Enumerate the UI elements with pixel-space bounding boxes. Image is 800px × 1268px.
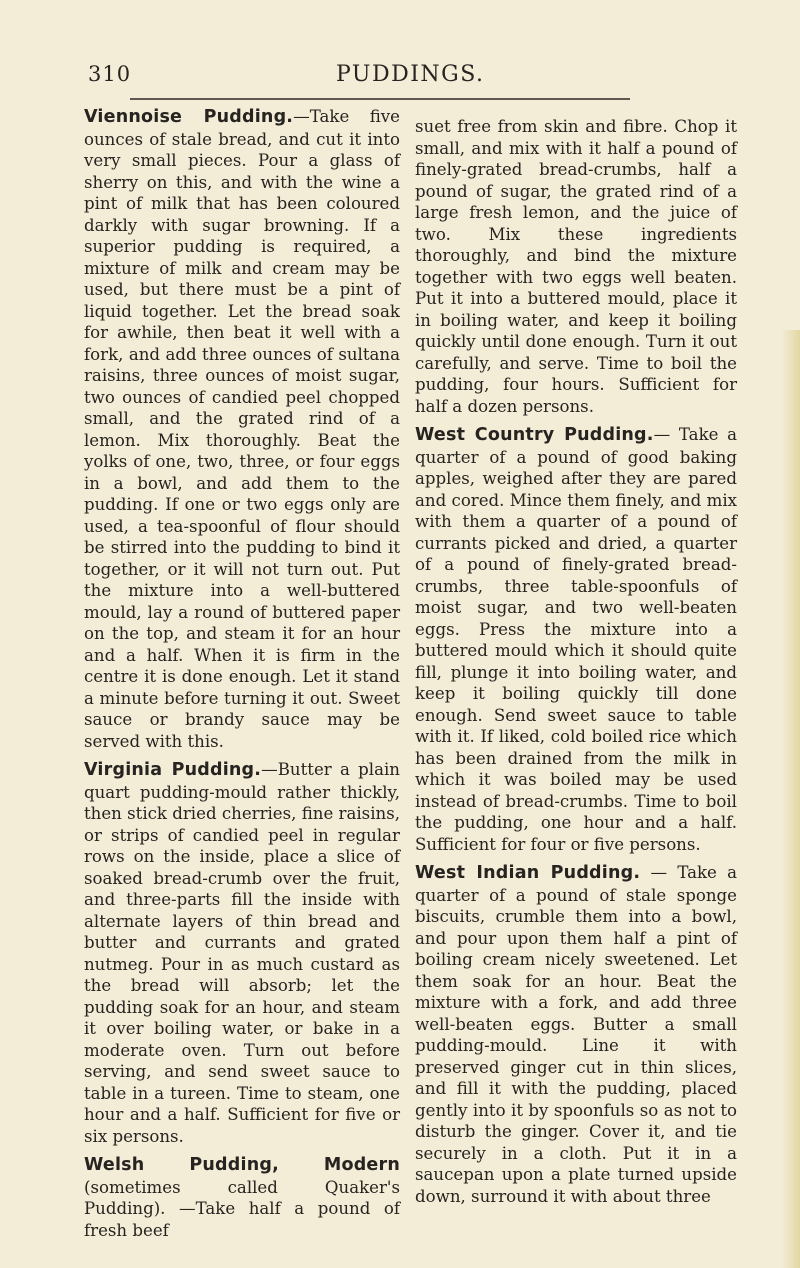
recipe-body: —Take half a pound of fresh beef	[84, 1199, 400, 1240]
recipe-body: — Take a quarter of a pound of good baking apples, weighed after they are pared and cored. Mince them finely, and mix with them a quarter of a pound of currants picked and dried, a quarter of a pound of finely-grated bread-crumbs, three table-spoonfuls of moist sugar, and two well-beaten eggs. Press the mixture into a buttered mould which it should quite fill, plunge it into boiling water, and keep it boiling quickly till done enough. Send sweet sauce to table with it. If liked, cold boiled rice which has been drained from the milk in which it was boiled may be used instead of bread-crumbs. Time to boil the pudding, one hour and a half. Sufficient for four or five persons.	[415, 425, 737, 854]
recipe-welsh-pudding-continued: suet free from skin and fibre. Chop it small, and mix with it half a pound of finely-grated bread-crumbs, half a pound of sugar, the grated rind of a large fresh lemon, and the juice of two. Mix these ingredients thoroughly, and bind the mixture together with two eggs well beaten. Put it into a buttered mould, place it in boiling water, and keep it boiling quickly until done enough. Turn it out carefully, and serve. Time to boil the pudding, four hours. Sufficient for half a dozen persons.	[415, 117, 737, 416]
recipe-welsh-pudding	[84, 1154, 400, 1241]
recipe-body: —Take five ounces of stale bread, and cut it into very small pieces. Pour a glass of sherry on this, and with the wine a pint of milk that has been coloured darkly with sugar browning. If a superior pudding is required, a mixture of milk and cream may be used, but there must be a pint of liquid together. Let the bread soak for awhile, then beat it well with a fork, and add three ounces of sultana raisins, three ounces of moist sugar, two ounces of candied peel chopped small, and the grated rind of a lemon. Mix thoroughly. Beat the yolks of one, two, three, or four eggs in a bowl, and add them to the pudding. If one or two eggs only are used, a tea-spoonful of flour should be stirred into the pudding to bind it together, or it will not turn out. Put the mixture into a well-buttered mould, lay a round of buttered paper on the top, and steam it for an hour and a half. When it is firm in the centre it is done enough. Let it stand a minute before turning it out. Sweet sauce or brandy sauce may be served with this.	[84, 107, 400, 751]
page-number: 310	[88, 62, 132, 86]
recipe-body: — Take a quarter of a pound of stale sponge biscuits, crumble them into a bowl, and pour upon them half a pint of boiling cream nicely sweetened. Let them soak for an hour. Beat the mixture with a fork, and add three well-beaten eggs. Butter a small pudding-mould. Line it with preserved ginger cut in thin slices, and fill it with the pudding, placed gently into it by spoonfuls so as not to disturb the ginger. Cover it, and tie securely in a cloth. Put it in a saucepan upon a plate turned upside down, surround it with about three	[415, 863, 738, 1206]
recipe-west-country-pudding	[415, 424, 737, 855]
right-column	[415, 106, 737, 1214]
recipe-title: Virginia Pudding.	[84, 760, 262, 780]
recipe-west-indian-pudding	[415, 862, 737, 1207]
page-header	[88, 50, 748, 90]
recipe-virginia-pudding	[84, 759, 400, 1147]
left-column	[84, 106, 400, 1248]
recipe-title: West Indian Pudding.	[415, 863, 641, 883]
recipe-title: West Country Pudding.	[415, 425, 654, 445]
recipe-title: Viennoise Pudding.	[84, 107, 294, 127]
recipe-subtitle: (sometimes called Quaker's Pudding).	[84, 1177, 400, 1218]
recipe-title: Welsh Pudding, Modern	[84, 1155, 400, 1175]
running-head: PUDDINGS.	[336, 62, 485, 87]
page-edge-stain	[782, 330, 800, 1268]
recipe-body: —Butter a plain quart pudding-mould rather thickly, then stick dried cherries, fine raisins, or strips of candied peel in regular rows on the inside, place a slice of soaked bread-crumb over the fruit, and three-parts fill the inside with alternate layers of thin bread and butter and currants and grated nutmeg. Pour in as much custard as the bread will absorb; let the pudding soak for an hour, and steam it over boiling water, or bake in a moderate oven. Turn out before serving, and send sweet sauce to table in a tureen. Time to steam, one hour and a half. Sufficient for five or six persons.	[84, 760, 400, 1146]
header-rule	[130, 98, 630, 100]
recipe-viennoise-pudding	[84, 106, 400, 752]
